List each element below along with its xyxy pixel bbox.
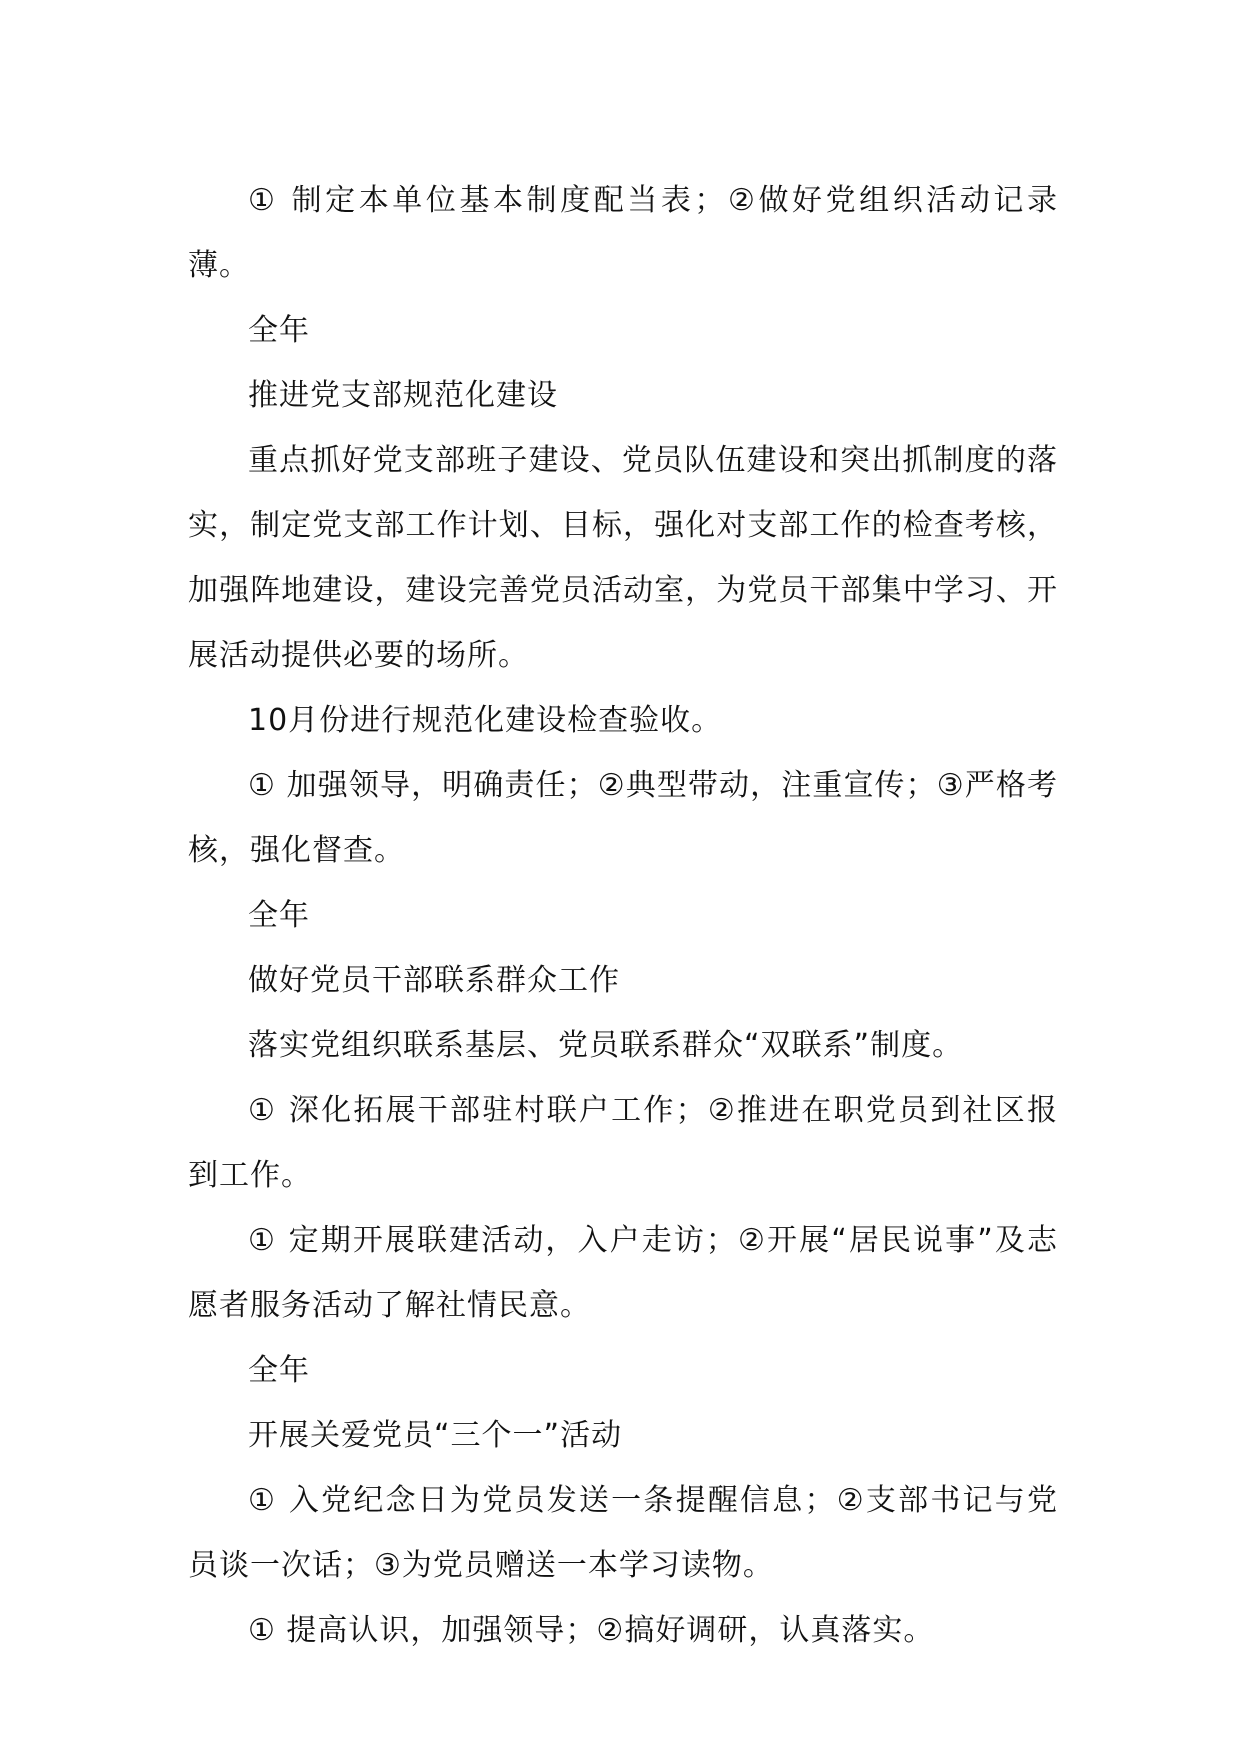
paragraph-joint-activities: ① 定期开展联建活动，入户走访；②开展“居民说事”及志愿者服务活动了解社情民意。	[188, 1223, 1058, 1323]
paragraph-branch-standardization-content: 重点抓好党支部班子建设、党员队伍建设和突出抓制度的落实，制定党支部工作计划、目标，强化对支部工作的检查考核，加强阵地建设，建设完善党员活动室，为党员干部集中学习、开展活动提供必要的场所。	[188, 443, 1058, 673]
paragraph-heading-mass-contact: 做好党员干部联系群众工作	[248, 963, 620, 998]
paragraph-measures-1: ① 加强领导，明确责任；②典型带动，注重宣传；③严格考核，强化督查。	[188, 768, 1058, 868]
paragraph-heading-branch-standardization: 推进党支部规范化建设	[248, 378, 558, 413]
paragraph-timeframe-1: 全年	[248, 313, 310, 348]
paragraph-care-activity-content: ① 入党纪念日为党员发送一条提醒信息；②支部书记与党员谈一次话；③为党员赠送一本学习读物。	[188, 1483, 1058, 1583]
paragraph-village-work: ① 深化拓展干部驻村联户工作；②推进在职党员到社区报到工作。	[188, 1093, 1058, 1193]
paragraph-measures-2: ① 提高认识，加强领导；②搞好调研，认真落实。	[248, 1613, 935, 1648]
document-body	[188, 168, 1058, 1663]
paragraph-timeframe-3: 全年	[248, 1353, 310, 1388]
paragraph-timeframe-2: 全年	[248, 898, 310, 933]
paragraph-institution-table: ① 制定本单位基本制度配当表；②做好党组织活动记录薄。	[188, 183, 1058, 283]
paragraph-dual-contact: 落实党组织联系基层、党员联系群众“双联系”制度。	[248, 1028, 964, 1063]
paragraph-october-inspection: 10月份进行规范化建设检查验收。	[248, 703, 723, 738]
paragraph-heading-care-activity: 开展关爱党员“三个一”活动	[248, 1418, 623, 1453]
